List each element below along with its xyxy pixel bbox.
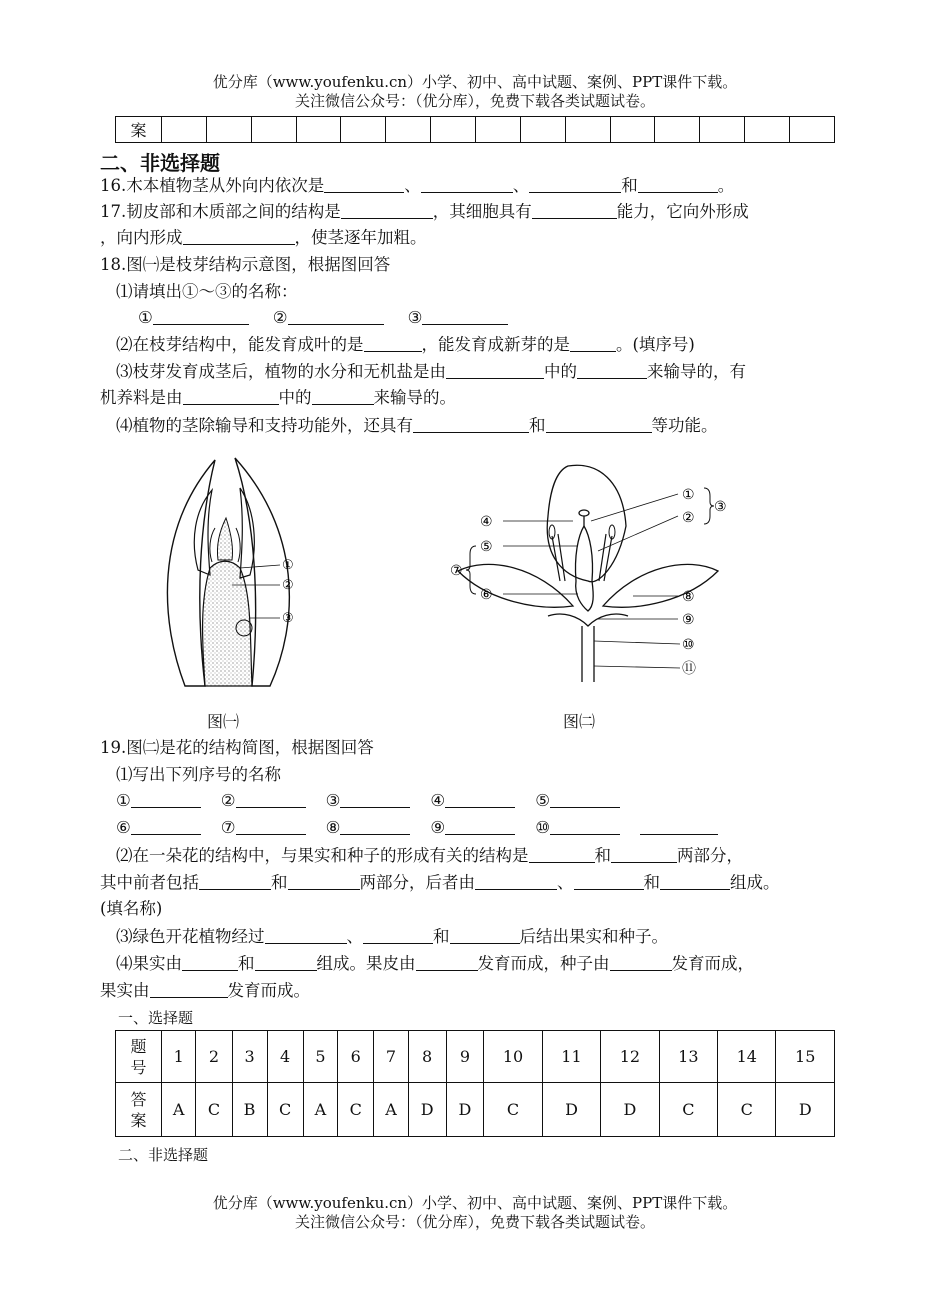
q19-text: 和 bbox=[594, 846, 611, 865]
q19-part-3 bbox=[116, 926, 668, 948]
q19-text: 和 bbox=[238, 954, 255, 973]
q19-part-2-line-3: (填名称) bbox=[100, 899, 163, 918]
question-16 bbox=[100, 175, 734, 197]
answer-value: D bbox=[776, 1083, 835, 1137]
leaf-primordium bbox=[210, 528, 215, 562]
fig1-label-1: ① bbox=[282, 558, 294, 573]
question-number: 1 bbox=[162, 1031, 196, 1083]
blank[interactable] bbox=[422, 308, 508, 325]
petal-right bbox=[603, 564, 718, 607]
q18-text: ⑷植物的茎除输导和支持功能外，还具有 bbox=[116, 416, 413, 435]
blank[interactable] bbox=[638, 176, 718, 193]
q19-circle: ② bbox=[220, 791, 236, 810]
blank[interactable] bbox=[341, 202, 433, 219]
blank[interactable] bbox=[610, 954, 672, 971]
header-line-2: 关注微信公众号：（优分库），免费下载各类试题试卷。 bbox=[294, 92, 655, 110]
answer-table bbox=[115, 1030, 835, 1137]
answer-value: C bbox=[196, 1083, 232, 1137]
answer-value: A bbox=[374, 1083, 408, 1137]
q19-part-2-line-1 bbox=[116, 845, 743, 867]
leader-line bbox=[240, 565, 280, 568]
fig2-label-1: ① bbox=[682, 487, 695, 503]
blank[interactable] bbox=[416, 954, 478, 971]
blank[interactable] bbox=[445, 818, 515, 835]
blank[interactable] bbox=[364, 335, 422, 352]
question-number: 2 bbox=[196, 1031, 232, 1083]
blank[interactable] bbox=[450, 927, 520, 944]
question-number: 11 bbox=[542, 1031, 600, 1083]
q19-text: 其中前者包括 bbox=[100, 873, 199, 892]
q19-circle: ⑦ bbox=[220, 818, 236, 837]
header-line-1: 优分库（www.youfenku.cn）小学、初中、高中试题、案例、PPT课件下载。 bbox=[212, 73, 738, 91]
fig1-label-2: ② bbox=[282, 578, 294, 593]
leaf-primordium bbox=[236, 528, 240, 562]
answer-value: C bbox=[267, 1083, 303, 1137]
petal-top bbox=[547, 465, 626, 582]
q18-text: 中的 bbox=[278, 388, 312, 407]
fig2-label-9: ⑨ bbox=[682, 612, 695, 628]
figure-1-bud-diagram bbox=[140, 450, 320, 690]
q17-text: 能力，它向外形成 bbox=[616, 202, 749, 221]
q18-part-1-blanks bbox=[138, 307, 508, 329]
label-char: 号 bbox=[130, 1057, 147, 1077]
blank[interactable] bbox=[131, 818, 201, 835]
answer-value: D bbox=[408, 1083, 446, 1137]
blank[interactable] bbox=[199, 873, 271, 890]
table-row bbox=[116, 1083, 835, 1137]
sepals bbox=[548, 614, 628, 626]
q19-text: 和 bbox=[643, 873, 660, 892]
leader-line bbox=[594, 641, 680, 644]
q18-text: 来输导的，有 bbox=[647, 362, 746, 381]
q16-sep: 、 bbox=[404, 176, 421, 195]
q16-text: 16.木本植物茎从外向内依次是 bbox=[100, 176, 325, 195]
q18-text: 中的 bbox=[544, 362, 577, 381]
petal-left bbox=[458, 564, 573, 607]
question-number: 5 bbox=[303, 1031, 337, 1083]
blank[interactable] bbox=[529, 176, 621, 193]
q18-text: ⑵在枝芽结构中，能发育成叶的是 bbox=[116, 335, 364, 354]
label-char: 案 bbox=[130, 1110, 147, 1130]
fig2-label-7: ⑦ bbox=[450, 563, 463, 579]
blank[interactable] bbox=[421, 176, 513, 193]
blank[interactable] bbox=[182, 954, 238, 971]
blank[interactable] bbox=[340, 818, 410, 835]
q17-text: ，向内形成 bbox=[100, 228, 183, 247]
brace-7 bbox=[466, 546, 476, 594]
q19-text: 组成。 bbox=[730, 873, 780, 892]
fig2-label-5: ⑤ bbox=[480, 539, 493, 555]
blank[interactable] bbox=[255, 954, 317, 971]
q18-part-3-line-2 bbox=[100, 387, 456, 409]
q18-circle: ② bbox=[272, 308, 288, 327]
figure-2-flower-diagram bbox=[448, 456, 738, 686]
blank[interactable] bbox=[660, 873, 730, 890]
question-number: 9 bbox=[446, 1031, 484, 1083]
fig1-label-3: ③ bbox=[282, 611, 294, 626]
q19-text: ⑵在一朵花的结构中，与果实和种子的形成有关的结构是 bbox=[116, 846, 529, 865]
q19-text: 两部分， bbox=[677, 846, 743, 865]
q19-text: 后结出果实和种子。 bbox=[519, 927, 668, 946]
q19-text: 发育而成， bbox=[671, 954, 754, 973]
q16-and: 和 bbox=[621, 176, 638, 195]
q19-row-2 bbox=[116, 817, 718, 839]
q19-circle: ⑩ bbox=[535, 818, 550, 837]
blank[interactable] bbox=[312, 388, 374, 405]
q18-part-4 bbox=[116, 415, 718, 437]
question-number: 10 bbox=[484, 1031, 542, 1083]
figure-1-caption: 图㈠ bbox=[207, 712, 240, 731]
blank[interactable] bbox=[288, 873, 360, 890]
fig2-label-6: ⑥ bbox=[480, 587, 493, 603]
blank[interactable] bbox=[236, 791, 306, 808]
blank[interactable] bbox=[550, 791, 620, 808]
top-answer-table bbox=[115, 116, 835, 143]
q19-circle: ⑥ bbox=[116, 818, 131, 837]
label-char: 题 bbox=[130, 1036, 147, 1056]
question-number: 15 bbox=[776, 1031, 835, 1083]
q19-text: 发育而成，种子由 bbox=[477, 954, 610, 973]
blank[interactable] bbox=[324, 176, 404, 193]
fig2-label-4: ④ bbox=[480, 514, 493, 530]
q19-text: 组成。果皮由 bbox=[316, 954, 416, 973]
q18-text: ⑶枝芽发育成茎后，植物的水分和无机盐是由 bbox=[116, 362, 446, 381]
answer-value: C bbox=[338, 1083, 374, 1137]
q18-part-1: ⑴请填出①～③的名称： bbox=[116, 282, 298, 301]
blank[interactable] bbox=[363, 927, 433, 944]
q19-text: 、 bbox=[557, 873, 574, 892]
question-number: 13 bbox=[659, 1031, 717, 1083]
fig2-label-10: ⑩ bbox=[682, 637, 695, 653]
q19-circle: ④ bbox=[430, 791, 446, 810]
answer-value: C bbox=[484, 1083, 542, 1137]
q19-circle: ⑧ bbox=[325, 818, 341, 837]
q19-circle: ⑨ bbox=[430, 818, 446, 837]
blank[interactable] bbox=[445, 791, 515, 808]
leader-line bbox=[598, 516, 678, 551]
top-table-label: 案 bbox=[116, 117, 162, 143]
pistil bbox=[575, 526, 593, 611]
q19-text: ⑷果实由 bbox=[116, 954, 182, 973]
q19-part-4-line-2 bbox=[100, 980, 310, 1002]
answer-value: D bbox=[601, 1083, 659, 1137]
blank[interactable] bbox=[570, 335, 616, 352]
blank[interactable] bbox=[532, 202, 617, 219]
q18-circle: ③ bbox=[407, 308, 423, 327]
leader-line bbox=[594, 666, 680, 668]
footer-line-1: 优分库（www.youfenku.cn）小学、初中、高中试题、案例、PPT课件下载。 bbox=[212, 1194, 738, 1212]
q19-circle: ⑤ bbox=[535, 791, 550, 810]
q16-end: 。 bbox=[717, 176, 735, 195]
leader-line bbox=[591, 494, 678, 521]
blank[interactable] bbox=[288, 308, 384, 325]
blank[interactable] bbox=[413, 416, 529, 433]
blank[interactable] bbox=[131, 791, 201, 808]
q17-text: ，使茎逐年加粗。 bbox=[294, 228, 427, 247]
q19-circle: ① bbox=[116, 791, 131, 810]
question-number: 4 bbox=[267, 1031, 303, 1083]
q19-text: 和 bbox=[271, 873, 288, 892]
q19-text: 发育而成。 bbox=[227, 981, 310, 1000]
q19-row-1 bbox=[116, 790, 620, 812]
blank[interactable] bbox=[150, 981, 228, 998]
q19-part-1: ⑴写出下列序号的名称 bbox=[116, 765, 281, 784]
blank[interactable] bbox=[611, 846, 677, 863]
answer-value: C bbox=[718, 1083, 776, 1137]
question-18-title: 18.图㈠是枝芽结构示意图，根据图回答 bbox=[100, 255, 391, 274]
footer-line-2: 关注微信公众号：（优分库），免费下载各类试题试卷。 bbox=[294, 1213, 655, 1231]
blank[interactable] bbox=[577, 362, 647, 379]
q19-text: 、 bbox=[346, 927, 363, 946]
question-19-title: 19.图㈡是花的结构简图，根据图回答 bbox=[100, 738, 374, 757]
answer-value: C bbox=[659, 1083, 717, 1137]
stigma bbox=[579, 510, 589, 516]
q18-text: 和 bbox=[529, 416, 546, 435]
row-label-answer bbox=[116, 1083, 162, 1137]
q19-text: 果实由 bbox=[100, 981, 150, 1000]
q18-text: ，能发育成新芽的是 bbox=[421, 335, 570, 354]
blank[interactable] bbox=[183, 228, 295, 245]
brace-3 bbox=[704, 488, 714, 524]
answer-value: A bbox=[162, 1083, 196, 1137]
blank[interactable] bbox=[265, 927, 347, 944]
q16-sep: 、 bbox=[512, 176, 530, 195]
answer-value: D bbox=[446, 1083, 484, 1137]
question-17-line-1 bbox=[100, 201, 749, 223]
q18-text: 机养料是由 bbox=[100, 388, 183, 407]
q19-text: 两部分，后者由 bbox=[359, 873, 475, 892]
row-label-number bbox=[116, 1031, 162, 1083]
q19-circle: ③ bbox=[325, 791, 341, 810]
fig2-label-2: ② bbox=[682, 510, 695, 526]
blank[interactable] bbox=[236, 818, 306, 835]
question-number: 6 bbox=[338, 1031, 374, 1083]
q19-part-2-line-2 bbox=[100, 872, 780, 894]
stamens bbox=[552, 534, 612, 581]
answer-value: D bbox=[542, 1083, 600, 1137]
question-number: 14 bbox=[718, 1031, 776, 1083]
q17-text: ，其细胞具有 bbox=[432, 202, 532, 221]
blank[interactable] bbox=[550, 818, 620, 835]
question-number: 8 bbox=[408, 1031, 446, 1083]
q19-text: 和 bbox=[433, 927, 450, 946]
blank[interactable] bbox=[153, 308, 249, 325]
q19-part-4-line-1 bbox=[116, 953, 754, 975]
blank[interactable] bbox=[183, 388, 279, 405]
q19-text: ⑶绿色开花植物经过 bbox=[116, 927, 265, 946]
growing-point bbox=[217, 518, 232, 560]
figure-2-caption: 图㈡ bbox=[563, 712, 596, 731]
section-2-title: 二、非选择题 bbox=[100, 151, 220, 175]
q18-text: 。(填序号) bbox=[616, 335, 695, 354]
blank[interactable] bbox=[574, 873, 644, 890]
blank[interactable] bbox=[529, 846, 595, 863]
question-number: 7 bbox=[374, 1031, 408, 1083]
blank[interactable] bbox=[340, 791, 410, 808]
fig2-label-11: ⑪ bbox=[682, 661, 696, 677]
fig2-label-3: ③ bbox=[714, 499, 727, 515]
blank[interactable] bbox=[475, 873, 557, 890]
question-number: 3 bbox=[232, 1031, 267, 1083]
young-leaf-right bbox=[240, 488, 254, 578]
q18-part-3-line-1 bbox=[116, 361, 746, 383]
q18-part-2 bbox=[116, 334, 695, 356]
q18-text: 来输导的。 bbox=[373, 388, 456, 407]
fig2-label-8: ⑧ bbox=[682, 589, 695, 605]
pedicel bbox=[582, 626, 594, 682]
answer-value: B bbox=[232, 1083, 267, 1137]
q18-circle: ① bbox=[138, 308, 153, 327]
label-char: 答 bbox=[130, 1089, 147, 1109]
blank[interactable] bbox=[446, 362, 544, 379]
blank[interactable] bbox=[546, 416, 652, 433]
blank[interactable] bbox=[640, 818, 718, 835]
axillary-bud bbox=[236, 620, 252, 636]
question-17-line-2 bbox=[100, 227, 427, 249]
question-number: 12 bbox=[601, 1031, 659, 1083]
answers-section-2: 二、非选择题 bbox=[118, 1146, 209, 1164]
answers-section-1: 一、选择题 bbox=[118, 1009, 194, 1027]
q18-text: 等功能。 bbox=[651, 416, 718, 435]
table-row bbox=[116, 1031, 835, 1083]
q17-text: 17.韧皮部和木质部之间的结构是 bbox=[100, 202, 341, 221]
answer-value: A bbox=[303, 1083, 337, 1137]
